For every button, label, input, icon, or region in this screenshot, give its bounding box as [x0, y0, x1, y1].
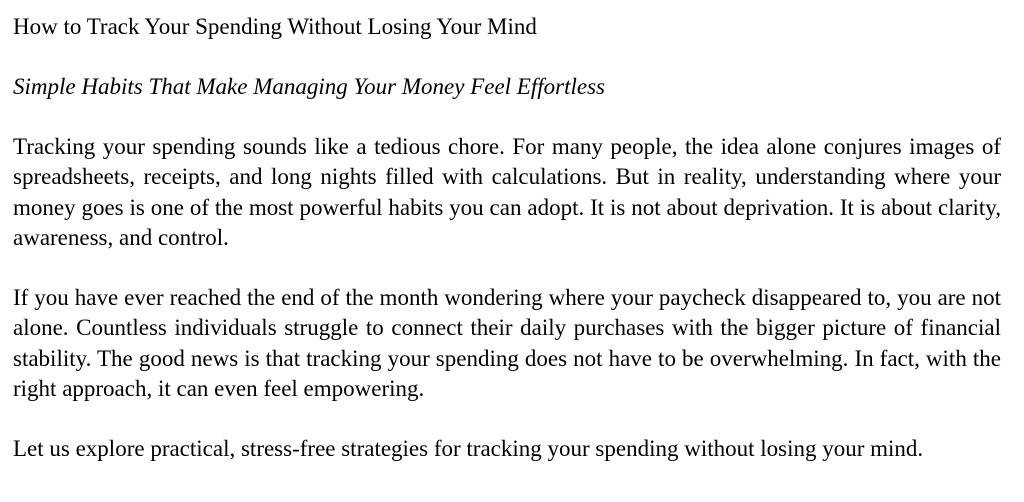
paragraph-intro: Tracking your spending sounds like a tedious chore. For many people, the idea alone conjures images of spreadsheets, receipts, and long nights filled with calculations. But in reality, understanding where your money goes is one of the most powerful habits you can adopt. It is not about deprivation. It is about clarity, awareness, and control. [13, 134, 1001, 250]
paragraph-context: If you have ever reached the end of the month wondering where your paycheck disappeared to, you are not alone. Countless individuals struggle to connect their daily purchases with the bigger picture of financial stability. The good news is that tracking your spending does not have to be overwhelming. In fact, with the right approach, it can even feel empowering. [13, 285, 1001, 402]
document-title: How to Track Your Spending Without Losing Your Mind [13, 14, 537, 39]
document-body [13, 12, 1001, 465]
paragraph-transition: Let us explore practical, stress-free strategies for tracking your spending without losing your mind. [13, 436, 924, 462]
document-subtitle: Simple Habits That Make Managing Your Money Feel Effortless [13, 74, 605, 99]
